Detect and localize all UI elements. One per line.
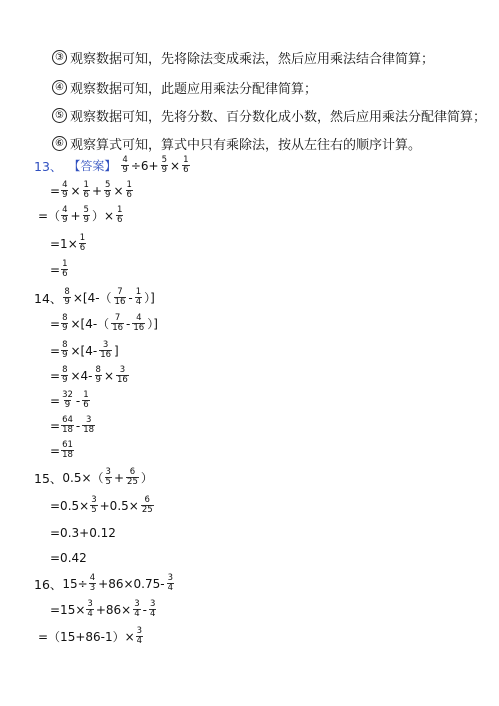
fraction: $\frac{1}{6}$ xyxy=(117,205,123,225)
note-3 xyxy=(52,48,434,67)
circled-number-6: ⑥ xyxy=(52,136,67,151)
fraction: $\frac{3}{5}$ xyxy=(91,495,97,515)
note-text: 观察数据可知，此题应用乘法分配律简算； xyxy=(70,82,318,97)
q15-line-0: 15、 0.5×（ $\frac{3}{5}$ + $\frac{6}{25}$ ） xyxy=(34,467,153,487)
fraction: $\frac{4}{9}$ xyxy=(62,205,68,225)
q14-line-5: = $\frac{64}{18}$ - $\frac{3}{18}$ xyxy=(50,415,95,435)
fraction: $\frac{3}{4}$ xyxy=(87,599,93,619)
question-number: 13、 xyxy=(34,158,63,174)
fraction: $\frac{8}{9}$ xyxy=(62,313,68,333)
q14-line-2: = $\frac{8}{9}$ ×[4- $\frac{3}{16}$ ] xyxy=(50,340,119,360)
note-5 xyxy=(52,106,486,125)
fraction: $\frac{1}{6}$ xyxy=(126,180,132,200)
q16-line-0: 16、 15÷ $\frac{4}{3}$ +86×0.75- $\frac{3}{4}$ xyxy=(34,573,174,593)
note-text: 观察数据可知，先将分数、百分数化成小数，然后应用乘法分配律简算； xyxy=(70,110,487,125)
fraction: $\frac{6}{25}$ xyxy=(141,495,153,515)
question-number: 15、 xyxy=(34,470,63,486)
fraction: $\frac{1}{6}$ xyxy=(79,233,86,253)
fraction: $\frac{8}{9}$ xyxy=(95,365,101,385)
fraction: $\frac{8}{9}$ xyxy=(64,287,70,307)
fraction: $\frac{3}{16}$ xyxy=(117,365,128,385)
fraction: $\frac{6}{25}$ xyxy=(127,467,138,487)
q16-line-1: =15× $\frac{3}{4}$ +86× $\frac{3}{4}$ - $\frac{3}{4}$ xyxy=(50,599,156,619)
fraction: $\frac{4}{9}$ xyxy=(122,155,128,175)
fraction: $\frac{5}{9}$ xyxy=(105,180,111,200)
fraction: $\frac{3}{4}$ xyxy=(149,599,156,619)
note-text: 观察数据可知，先将除法变成乘法，然后应用乘法结合律简算； xyxy=(70,52,435,67)
fraction: $\frac{3}{4}$ xyxy=(134,599,140,619)
question-number: 16、 xyxy=(34,576,63,592)
note-6 xyxy=(52,134,421,153)
q14-line-3: = $\frac{8}{9}$ ×4- $\frac{8}{9}$ × $\frac{3}{16}$ xyxy=(50,365,128,385)
note-text: 观察算式可知，算式中只有乘除法，按从左往右的顺序计算。 xyxy=(70,138,422,153)
q14-line-0: 14、 $\frac{8}{9}$ ×[4-（ $\frac{7}{16}$ - $\frac{1}{4}$ ）] xyxy=(34,287,155,307)
q13-line-4: = $\frac{1}{6}$ xyxy=(50,259,68,279)
q16-line-2: =（15+86-1）× $\frac{3}{4}$ xyxy=(38,626,143,646)
q14-line-1: = $\frac{8}{9}$ ×[4-（ $\frac{7}{16}$ - $\frac{4}{16}$ ）] xyxy=(50,313,158,333)
circled-number-5: ⑤ xyxy=(52,108,67,123)
fraction: $\frac{4}{16}$ xyxy=(133,313,145,333)
q15-line-1: =0.5× $\frac{3}{5}$ +0.5× $\frac{6}{25}$ xyxy=(50,495,153,515)
note-4 xyxy=(52,78,317,97)
fraction: $\frac{61}{18}$ xyxy=(62,440,73,460)
answer-tag: 【答案】 xyxy=(68,159,117,173)
fraction: $\frac{1}{6}$ xyxy=(83,180,89,200)
fraction: $\frac{8}{9}$ xyxy=(62,340,68,360)
fraction: $\frac{3}{18}$ xyxy=(83,415,95,435)
fraction: $\frac{4}{9}$ xyxy=(62,180,68,200)
fraction: $\frac{7}{16}$ xyxy=(114,287,126,307)
q15-line-2: =0.3+0.12 xyxy=(50,526,116,540)
circled-number-3: ③ xyxy=(52,50,67,65)
fraction: $\frac{4}{3}$ xyxy=(89,573,96,593)
circled-number-4: ④ xyxy=(52,80,67,95)
q13-line-3: =1× $\frac{1}{6}$ xyxy=(50,233,86,253)
fraction: $\frac{1}{6}$ xyxy=(83,390,89,410)
fraction: $\frac{32}{9}$ xyxy=(62,390,73,410)
fraction: $\frac{3}{4}$ xyxy=(167,573,174,593)
fraction: $\frac{3}{16}$ xyxy=(100,340,112,360)
fraction: $\frac{8}{9}$ xyxy=(62,365,68,385)
q13-line-0: 13、 【答案】 $\frac{4}{9}$ ÷6+ $\frac{5}{9}$ × $\frac{1}{6}$ xyxy=(34,155,189,175)
fraction: $\frac{5}{9}$ xyxy=(83,205,89,225)
question-number: 14、 xyxy=(34,290,63,306)
fraction: $\frac{1}{4}$ xyxy=(135,287,142,307)
fraction: $\frac{7}{16}$ xyxy=(112,313,124,333)
fraction: $\frac{1}{6}$ xyxy=(183,155,189,175)
q13-line-1: = $\frac{4}{9}$ × $\frac{1}{6}$ + $\frac{5}{9}$ × $\frac{1}{6}$ xyxy=(50,180,132,200)
fraction: $\frac{3}{5}$ xyxy=(105,467,111,487)
fraction: $\frac{3}{4}$ xyxy=(136,626,143,646)
q13-line-2: =（ $\frac{4}{9}$ + $\frac{5}{9}$ ）× $\frac{1}{6}$ xyxy=(38,205,123,225)
fraction: $\frac{5}{9}$ xyxy=(161,155,168,175)
q14-line-6: = $\frac{61}{18}$ xyxy=(50,440,73,460)
q15-line-3: =0.42 xyxy=(50,551,87,565)
fraction: $\frac{64}{18}$ xyxy=(62,415,73,435)
q14-line-4: = $\frac{32}{9}$ - $\frac{1}{6}$ xyxy=(50,390,89,410)
fraction: $\frac{1}{6}$ xyxy=(62,259,68,279)
